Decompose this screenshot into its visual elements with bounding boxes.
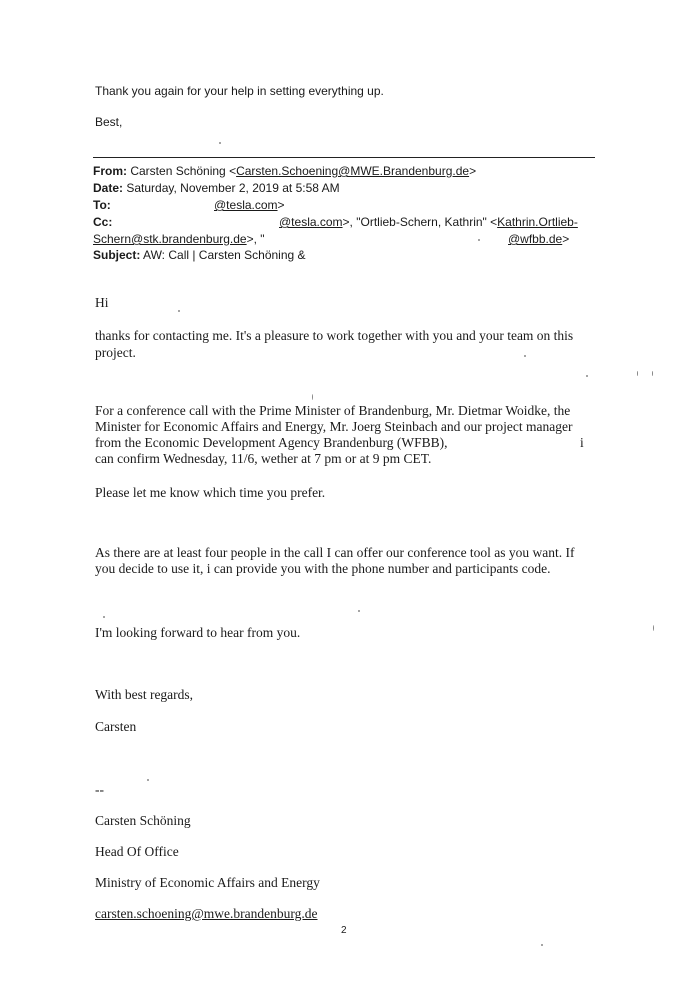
from-end: > (469, 164, 477, 178)
cc-email1-link[interactable]: @tesla.com (279, 215, 343, 229)
paragraph-4-line-1: As there are at least four people in the call I can offer our conference tool as you want. If (95, 545, 575, 560)
from-name: Carsten Schöning < (130, 164, 237, 178)
cc-line (93, 215, 112, 229)
signature-name: Carsten Schöning (95, 813, 191, 828)
subject-label: Subject: (93, 248, 141, 262)
from-line (93, 164, 476, 178)
scan-speck (219, 142, 221, 144)
cc-end: > (562, 232, 570, 246)
cc-email2-link-part1[interactable]: Kathrin.Ortlieb- (497, 215, 578, 229)
cc-continuation (93, 232, 265, 246)
scan-speck (312, 394, 313, 400)
signoff-name: Carsten (95, 719, 137, 734)
cc-email2-link-part2[interactable]: Schern@stk.brandenburg.de (93, 232, 247, 246)
scan-speck (478, 239, 480, 241)
paragraph-2-line-4: can confirm Wednesday, 11/6, wether at 7 pm or at 9 pm CET. (95, 451, 432, 466)
date-label: Date: (93, 181, 124, 195)
thanks-line: Thank you again for your help in setting everything up. (95, 84, 384, 98)
paragraph-5: I'm looking forward to hear from you. (95, 625, 301, 640)
scan-speck (653, 625, 654, 631)
to-email-link[interactable]: @tesla.com (214, 198, 278, 212)
paragraph-2-line-3: from the Economic Development Agency Brandenburg (WFBB), (95, 435, 448, 450)
signature-title: Head Of Office (95, 844, 179, 859)
subject-line (93, 248, 306, 262)
greeting: Hi (95, 295, 109, 310)
cc-addresses (279, 215, 578, 229)
scan-speck (178, 310, 180, 312)
closing-best: Best, (95, 115, 123, 129)
paragraph-2-line-2: Minister for Economic Affairs and Energy, Mr. Joerg Steinbach and our project manager (95, 419, 573, 434)
signoff: With best regards, (95, 687, 194, 702)
signature-dashes: -- (95, 782, 104, 797)
to-line (93, 198, 111, 212)
to-label: To: (93, 198, 111, 212)
to-end: > (277, 198, 285, 212)
paragraph-3: Please let me know which time you prefer. (95, 485, 326, 500)
scan-speck (358, 610, 360, 612)
date-value: Saturday, November 2, 2019 at 5:58 AM (126, 181, 340, 195)
cc-label: Cc: (93, 215, 113, 229)
scan-speck (652, 371, 653, 376)
scan-speck (524, 355, 526, 357)
scan-speck (637, 371, 638, 376)
to-address (214, 198, 285, 212)
scan-speck (541, 944, 543, 946)
subject-value: AW: Call | Carsten Schöning & (143, 248, 306, 262)
paragraph-1-line-1: thanks for contacting me. It's a pleasure to work together with you and your team on this (95, 328, 574, 343)
signature-ministry: Ministry of Economic Affairs and Energy (95, 875, 320, 890)
header-divider (93, 157, 595, 158)
page-number: 2 (341, 925, 347, 936)
scan-speck (147, 779, 149, 781)
date-line (93, 181, 340, 195)
cc-after2: >, " (246, 232, 265, 246)
paragraph-2-line-3-end: i (580, 435, 584, 450)
paragraph-2-line-1: For a conference call with the Prime Minister of Brandenburg, Mr. Dietmar Woidke, the (95, 403, 571, 418)
signature-email-link[interactable]: carsten.schoening@mwe.brandenburg.de (95, 906, 318, 921)
cc-mid: >, "Ortlieb-Schern, Kathrin" < (342, 215, 498, 229)
from-label: From: (93, 164, 127, 178)
cc-email3-link[interactable]: @wfbb.de (508, 232, 563, 246)
paragraph-4-line-2: you decide to use it, i can provide you with the phone number and participants code. (95, 561, 551, 576)
cc-email3 (508, 232, 569, 246)
scan-speck (586, 375, 588, 377)
from-email-link[interactable]: Carsten.Schoening@MWE.Brandenburg.de (236, 164, 470, 178)
paragraph-1-line-2: project. (95, 345, 136, 360)
scan-speck (103, 616, 105, 618)
